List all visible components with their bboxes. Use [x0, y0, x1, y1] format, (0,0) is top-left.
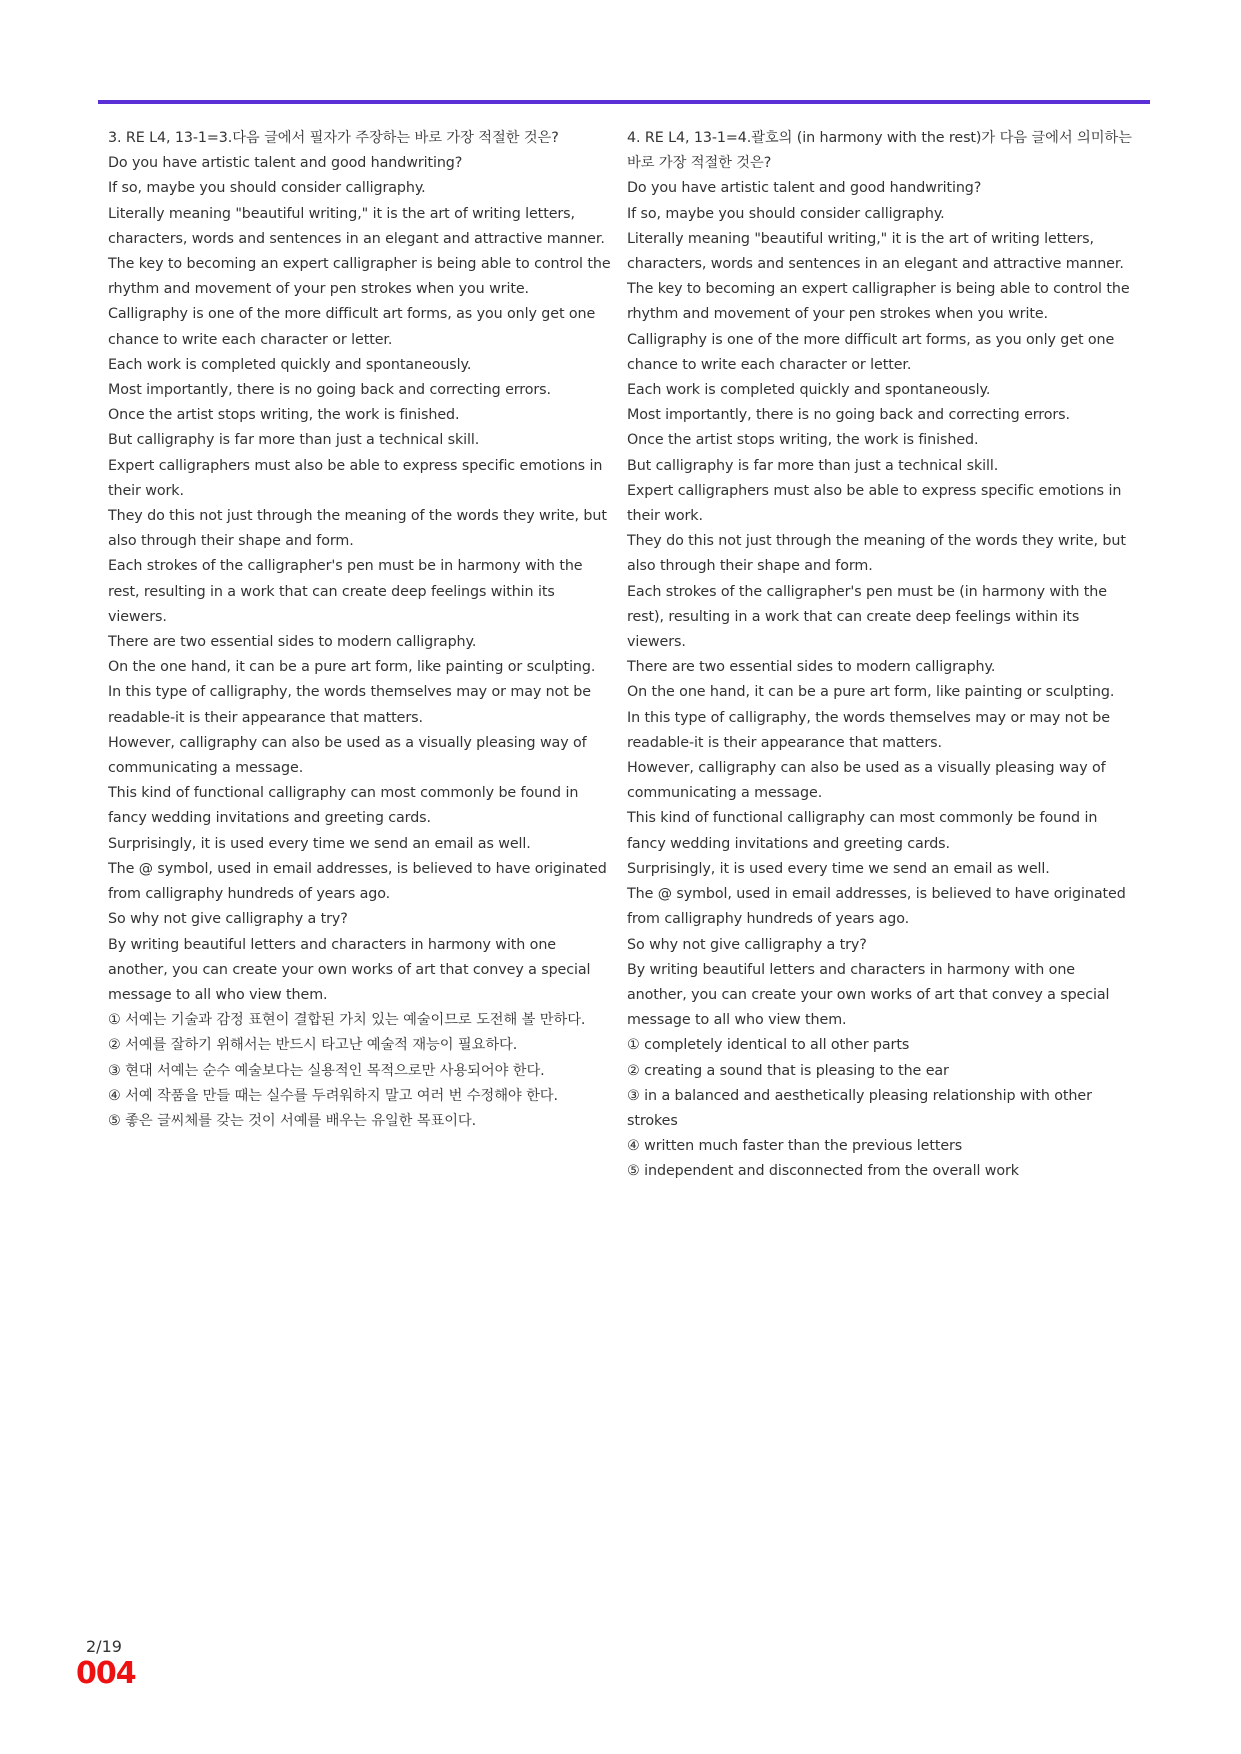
passage-line: Each work is completed quickly and spontaneously. — [627, 382, 991, 399]
passage-line: Expert calligraphers must also be able to express specific emotions in their work. — [627, 482, 1122, 525]
passage-line: There are two essential sides to modern calligraphy. — [108, 634, 477, 651]
page-code: 004 — [76, 1656, 136, 1691]
passage-line: Most importantly, there is no going back and correcting errors. — [627, 407, 1070, 424]
passage-line: Calligraphy is one of the more difficult art forms, as you only get one chance to write each character or letter. — [627, 331, 1115, 373]
question-title: 3. RE L4, 13-1=3.다음 글에서 필자가 주장하는 바로 가장 적절한 것은? — [108, 130, 559, 146]
page-number: 2/19 — [86, 1637, 122, 1656]
passage-line: But calligraphy is far more than just a technical skill. — [108, 432, 480, 449]
passage-line: They do this not just through the meaning of the words they write, but also through their shape and form. — [108, 508, 607, 550]
passage-line: They do this not just through the meaning of the words they write, but also through their shape and form. — [627, 533, 1126, 575]
passage-line: In this type of calligraphy, the words themselves may or may not be readable-it is their appearance that matters. — [108, 684, 591, 726]
answer-option-1[interactable]: ① completely identical to all other parts — [627, 1037, 910, 1054]
passage-line: Each strokes of the calligrapher's pen must be in harmony with the rest, resulting in a work that can create deep feelings within its viewers. — [108, 558, 583, 625]
passage-line: Each strokes of the calligrapher's pen must be (in harmony with the rest), resulting in a work that can create deep feelings within its viewers. — [627, 583, 1107, 651]
passage-line: If so, maybe you should consider calligraphy. — [108, 180, 426, 197]
passage-line: Surprisingly, it is used every time we send an email as well. — [108, 835, 531, 852]
passage-line: Once the artist stops writing, the work is finished. — [108, 407, 460, 424]
passage-line: However, calligraphy can also be used as a visually pleasing way of communicating a message. — [108, 734, 587, 777]
passage-line: So why not give calligraphy a try? — [627, 936, 867, 953]
passage-line: Do you have artistic talent and good handwriting? — [108, 155, 463, 172]
passage-line: However, calligraphy can also be used as a visually pleasing way of communicating a message. — [627, 760, 1106, 802]
passage-line: Do you have artistic talent and good handwriting? — [627, 180, 982, 197]
passage-line: Expert calligraphers must also be able to express specific emotions in their work. — [108, 457, 603, 499]
passage-line: The @ symbol, used in email addresses, is believed to have originated from calligraphy hundreds of years ago. — [627, 886, 1126, 928]
passage-line: By writing beautiful letters and characters in harmony with one another, you can create your own works of art that convey a special message to all who view them. — [108, 936, 591, 1003]
answer-option-2[interactable]: ② creating a sound that is pleasing to the ear — [627, 1062, 949, 1079]
answer-option-1[interactable]: ① 서예는 기술과 감정 표현이 결합된 가치 있는 예술이므로 도전해 볼 만하다. — [108, 1012, 586, 1029]
passage-line: Each work is completed quickly and spontaneously. — [108, 356, 472, 373]
answer-option-3[interactable]: ③ 현대 서예는 순수 예술보다는 실용적인 목적으로만 사용되어야 한다. — [108, 1062, 545, 1079]
passage-line: On the one hand, it can be a pure art form, like painting or sculpting. — [108, 659, 596, 676]
passage-line: So why not give calligraphy a try? — [108, 911, 348, 928]
answer-option-3[interactable]: ③ in a balanced and aesthetically pleasing relationship with other strokes — [627, 1087, 1092, 1129]
passage-line: There are two essential sides to modern calligraphy. — [627, 659, 996, 676]
passage-line: Once the artist stops writing, the work is finished. — [627, 432, 979, 449]
answer-option-5[interactable]: ⑤ independent and disconnected from the overall work — [627, 1163, 1019, 1180]
passage-line: The key to becoming an expert calligrapher is being able to control the rhythm and movement of your pen strokes when you write. — [108, 256, 611, 298]
passage-line: Calligraphy is one of the more difficult art forms, as you only get one chance to write each character or letter. — [108, 306, 596, 348]
passage-line: In this type of calligraphy, the words themselves may or may not be readable-it is their appearance that matters. — [627, 709, 1110, 751]
passage-line: Literally meaning "beautiful writing," it is the art of writing letters, characters, words and sentences in an elegant and attractive manner. — [108, 205, 605, 247]
passage-line: This kind of functional calligraphy can most commonly be found in fancy wedding invitations and greeting cards. — [108, 785, 579, 827]
passage-line: If so, maybe you should consider calligraphy. — [627, 205, 945, 222]
answer-option-4[interactable]: ④ written much faster than the previous letters — [627, 1138, 963, 1155]
passage-line: The key to becoming an expert calligrapher is being able to control the rhythm and movement of your pen strokes when you write. — [627, 281, 1130, 323]
passage-line: On the one hand, it can be a pure art form, like painting or sculpting. — [627, 684, 1115, 701]
answer-option-4[interactable]: ④ 서예 작품을 만들 때는 실수를 두려워하지 말고 여러 번 수정해야 한다. — [108, 1087, 558, 1104]
passage-line: Surprisingly, it is used every time we send an email as well. — [627, 860, 1050, 877]
passage-line: Most importantly, there is no going back and correcting errors. — [108, 382, 551, 399]
answer-option-2[interactable]: ② 서예를 잘하기 위해서는 반드시 타고난 예술적 재능이 필요하다. — [108, 1037, 518, 1054]
question-4 — [627, 126, 1132, 1185]
answer-option-5[interactable]: ⑤ 좋은 글씨체를 갖는 것이 서예를 배우는 유일한 목표이다. — [108, 1112, 477, 1129]
passage-line: By writing beautiful letters and characters in harmony with one another, you can create your own works of art that convey a special message to all who view them. — [627, 961, 1110, 1029]
question-title: 4. RE L4, 13-1=4.괄호의 (in harmony with the rest)가 다음 글에서 의미하는 바로 가장 적절한 것은? — [627, 130, 1132, 172]
passage-line: But calligraphy is far more than just a technical skill. — [627, 457, 999, 474]
passage-line: The @ symbol, used in email addresses, is believed to have originated from calligraphy hundreds of years ago. — [108, 860, 607, 903]
passage-line: This kind of functional calligraphy can most commonly be found in fancy wedding invitations and greeting cards. — [627, 810, 1098, 852]
header-rule — [98, 100, 1150, 104]
passage-line: Literally meaning "beautiful writing," it is the art of writing letters, characters, words and sentences in an elegant and attractive manner. — [627, 230, 1124, 273]
question-3 — [108, 126, 613, 1134]
